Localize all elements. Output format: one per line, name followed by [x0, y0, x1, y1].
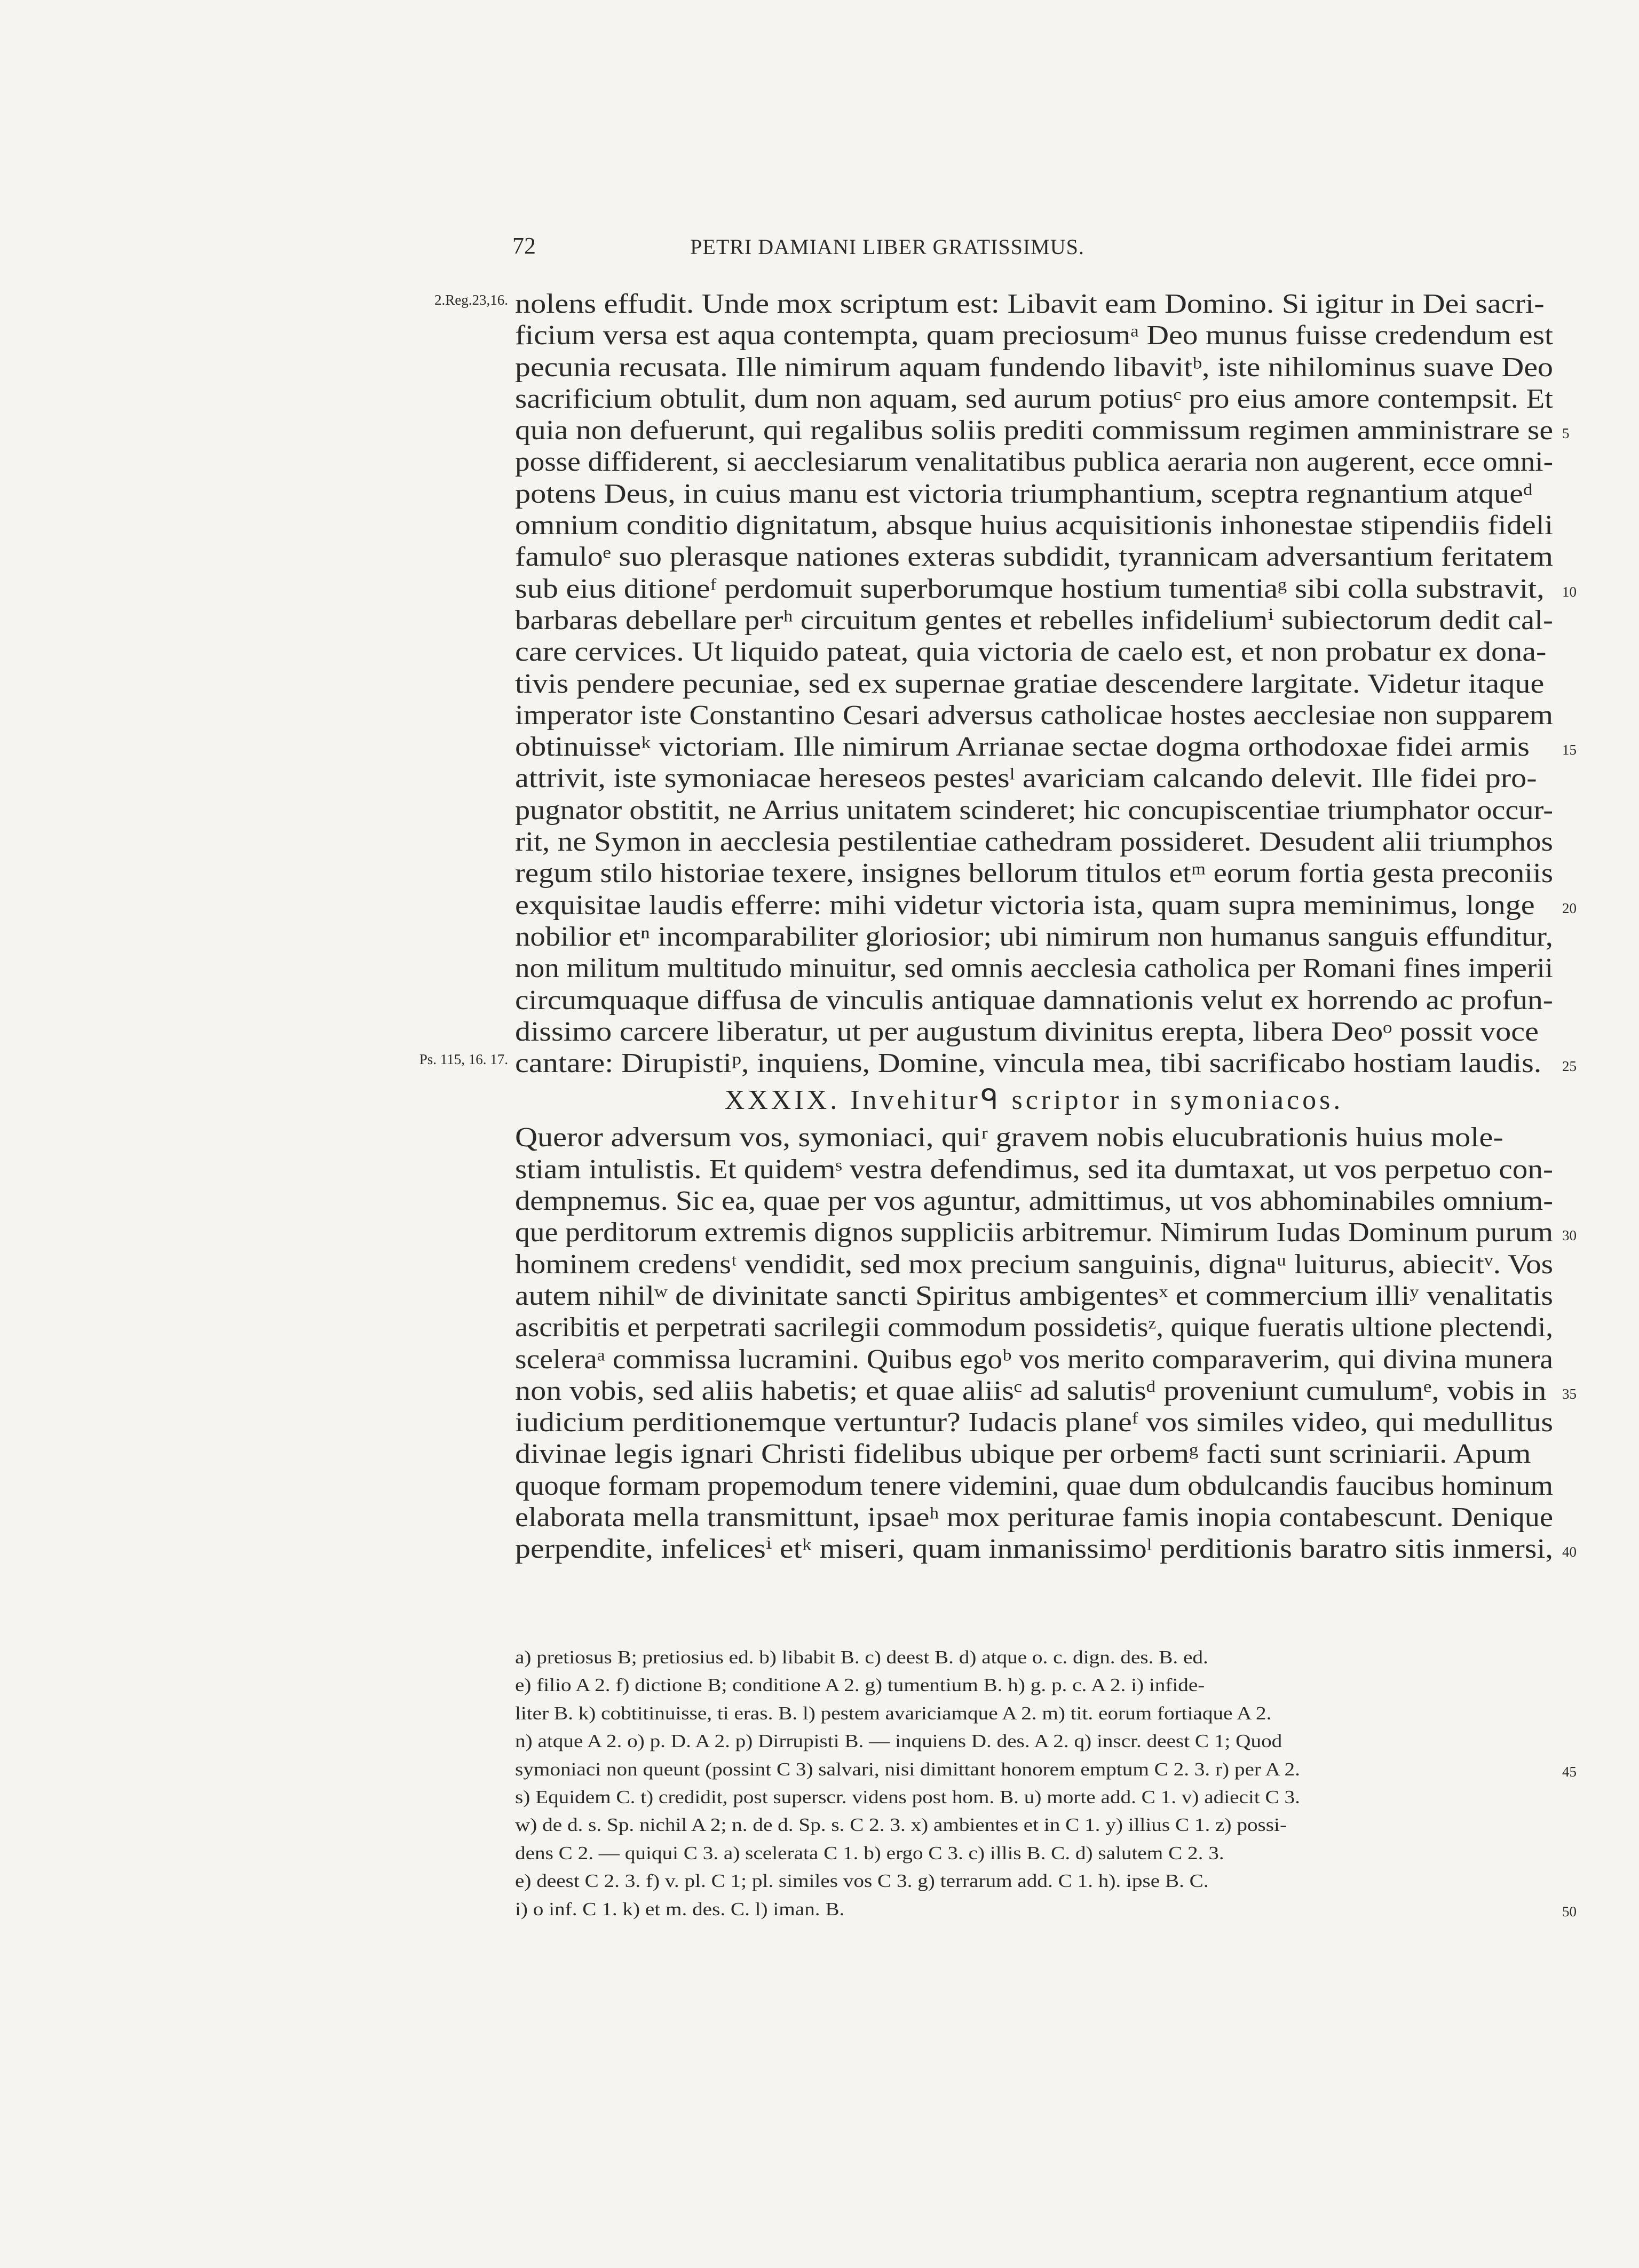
text-line [515, 1249, 1553, 1280]
footnote-line [515, 1700, 1553, 1727]
text-line [515, 446, 1553, 478]
line-text: barbaras debellare perʰ circuitum gentes et rebelles infideliumⁱ subiectorum dedit cal- [515, 605, 1553, 636]
text-line [515, 1280, 1553, 1312]
line-number: 50 [1562, 1903, 1577, 1920]
text-line [515, 1016, 1553, 1048]
footnote-line [515, 1783, 1553, 1811]
line-number: 25 [1562, 1058, 1577, 1075]
line-number: 30 [1562, 1227, 1577, 1244]
line-text: famuloᵉ suo plerasque nationes exteras subdidit, tyrannicam adversantium feritatem [515, 542, 1553, 573]
text-line [515, 320, 1553, 351]
line-text: posse diffiderent, si aecclesiarum venalitatibus publica aeraria non augerent, ecce omni- [515, 447, 1553, 478]
text-line [515, 383, 1553, 415]
text-line [515, 1312, 1553, 1343]
line-text: perpendite, infelicesⁱ etᵏ miseri, quam inmanissimoˡ perditionis baratro sitis inmersi, [515, 1534, 1553, 1565]
text-line [515, 921, 1553, 953]
text-line [515, 985, 1553, 1016]
text-line [515, 858, 1553, 889]
footnote-line [515, 1867, 1553, 1895]
line-text: ficium versa est aqua contempta, quam preciosumᵃ Deo munus fuisse credendum est [515, 320, 1553, 351]
line-text: symoniaci non queunt (possint C 3) salvari, nisi dimittant honorem emptum C 2. 3. r) per A 2. [515, 1758, 1300, 1780]
text-line [515, 1470, 1553, 1502]
text-line [515, 510, 1553, 541]
margin-reference: Ps. 115, 16. 17. [419, 1051, 508, 1068]
line-text: nolens effudit. Unde mox scriptum est: Libavit eam Domino. Si igitur in Dei sacri- [515, 289, 1545, 319]
section-heading: XXXIX. Invehiturᑫ scriptor in symoniacos. [724, 1085, 1344, 1116]
footnote-line [515, 1756, 1577, 1783]
line-text: nobilior etⁿ incomparabiliter gloriosior; ubi nimirum non humanus sanguis effunditur, [515, 921, 1553, 952]
main-text-part-2 [515, 1122, 1577, 1565]
line-text: que perditorum extremis dignos suppliciis arbitremur. Nimirum Iudas Dominum purum [515, 1217, 1553, 1248]
line-text: s) Equidem C. t) credidit, post superscr. videns post hom. B. u) morte add. C 1. v) adiecit C 3. [515, 1786, 1300, 1807]
text-line [515, 636, 1553, 668]
line-number: 20 [1562, 900, 1577, 916]
line-text: care cervices. Ut liquido pateat, quia victoria de caelo est, et non probatur ex dona- [515, 637, 1547, 668]
line-text: exquisitae laudis efferre: mihi videtur victoria ista, quam supra meminimus, longe [515, 890, 1535, 921]
footnote-line [515, 1896, 1577, 1923]
main-text-part-1 [419, 288, 1577, 1079]
main-text [419, 288, 1577, 1565]
text-line [515, 1344, 1553, 1375]
line-text: e) deest C 2. 3. f) v. pl. C 1; pl. similes vos C 3. g) terrarum add. C 1. h). ipse B. C. [515, 1870, 1209, 1892]
line-text: iudicium perditionemque vertuntur? Iudacis planeᶠ vos similes video, qui medullitus [515, 1407, 1553, 1438]
text-line [515, 953, 1553, 984]
line-text: potens Deus, in cuius manu est victoria triumphantium, sceptra regnantium atqueᵈ [515, 478, 1533, 509]
line-text: tivis pendere pecuniae, sed ex supernae gratiae descendere largitate. Videtur itaque [515, 668, 1545, 699]
text-line [515, 415, 1570, 446]
running-header [512, 232, 1262, 269]
line-number: 15 [1562, 742, 1577, 758]
text-line [515, 763, 1553, 794]
line-text: obtinuisseᵏ victoriam. Ille nimirum Arrianae sectae dogma orthodoxae fidei armis [515, 732, 1530, 763]
line-text: circumquaque diffusa de vinculis antiquae damnationis velut ex horrendo ac profun- [515, 985, 1553, 1016]
line-text: sacrificium obtulit, dum non aquam, sed aurum potiusᶜ pro eius amore contempsit. Et [515, 383, 1553, 414]
line-text: i) o inf. C 1. k) et m. des. C. l) iman. B. [515, 1898, 845, 1920]
line-text: dempnemus. Sic ea, quae per vos aguntur, admittimus, ut vos abhominabiles omnium- [515, 1186, 1553, 1217]
footnote-line [515, 1671, 1553, 1699]
line-text: attrivit, iste symoniacae hereseos pestesˡ avariciam calcando delevit. Ille fidei pro- [515, 763, 1537, 794]
text-line [419, 1048, 1577, 1079]
line-number: 10 [1562, 583, 1577, 600]
text-line [515, 1502, 1553, 1533]
page-number: 72 [512, 233, 536, 259]
text-line [515, 1438, 1553, 1470]
line-text: dens C 2. — quiqui C 3. a) scelerata C 1. b) ergo C 3. c) illis B. C. d) salutem C 2. 3. [515, 1842, 1224, 1863]
text-line [515, 1154, 1553, 1185]
line-text: omnium conditio dignitatum, absque huius acquisitionis inhonestae stipendiis fideli [515, 510, 1553, 541]
text-line [515, 541, 1553, 573]
line-text: rit, ne Symon in aecclesia pestilentiae cathedram possideret. Desudent alii triumphos [515, 827, 1553, 858]
text-line [515, 795, 1553, 826]
text-line [515, 478, 1553, 510]
line-text: e) filio A 2. f) dictione B; conditione A 2. g) tumentium B. h) g. p. c. A 2. i) infide- [515, 1675, 1205, 1696]
line-text: n) atque A 2. o) p. D. A 2. p) Dirrupisti B. — inquiens D. des. A 2. q) inscr. deest C 1; Quod [515, 1731, 1282, 1752]
text-line [515, 352, 1553, 383]
footnote-line [515, 1811, 1553, 1839]
line-text: hominem credensᵗ vendidit, sed mox precium sanguinis, dignaᵘ luiturus, abiecitᵛ. Vos [515, 1249, 1553, 1280]
text-line [515, 731, 1577, 763]
footnotes [515, 1644, 1577, 1923]
text-line [515, 826, 1553, 858]
footnote-line [515, 1727, 1553, 1755]
text-line [515, 573, 1577, 605]
margin-reference: 2.Reg.23,16. [434, 292, 508, 308]
text-line [515, 1185, 1553, 1217]
line-number: 45 [1562, 1763, 1577, 1780]
line-text: regum stilo historiae texere, insignes bellorum titulos etᵐ eorum fortia gesta preconiis [515, 858, 1553, 889]
line-text: sceleraᵃ commissa lucramini. Quibus egoᵇ vos merito comparaverim, qui divina munera [515, 1344, 1553, 1375]
line-text: stiam intulistis. Et quidemˢ vestra defendimus, sed ita dumtaxat, ut vos perpetuo con- [515, 1154, 1553, 1185]
text-line [515, 890, 1577, 921]
line-text: non militum multitudo minuitur, sed omnis aecclesia catholica per Romani fines imperii [515, 953, 1553, 984]
text-line [515, 1122, 1553, 1153]
text-line [515, 668, 1553, 700]
line-text: elaborata mella transmittunt, ipsaeʰ mox periturae famis inopia contabescunt. Denique [515, 1502, 1553, 1533]
text-line [515, 1533, 1577, 1565]
footnote-line [515, 1644, 1553, 1671]
footnote-line [515, 1839, 1553, 1867]
line-text: pecunia recusata. Ille nimirum aquam fundendo libavitᵇ, iste nihilominus suave Deo [515, 352, 1553, 383]
line-text: liter B. k) cobtitinuisse, ti eras. B. l) pestem avariciamque A 2. m) tit. eorum fortiaque A 2. [515, 1702, 1272, 1724]
line-text: cantare: Dirupistiᵖ, inquiens, Domine, vincula mea, tibi sacrificabo hostiam laudis. [515, 1048, 1542, 1079]
line-text: non vobis, sed aliis habetis; et quae aliisᶜ ad salutisᵈ proveniunt cumulumᵉ, vobis in [515, 1375, 1547, 1406]
line-text: pugnator obstitit, ne Arrius unitatem scinderet; hic concupiscentiae triumphator occur- [515, 795, 1553, 826]
text-line [515, 1217, 1577, 1248]
line-text: sub eius ditioneᶠ perdomuit superborumque hostium tumentiaᵍ sibi colla substravit, [515, 573, 1545, 604]
text-line [515, 605, 1553, 636]
text-line [515, 700, 1553, 731]
line-number: 35 [1562, 1385, 1577, 1402]
text-line [515, 1375, 1577, 1407]
text-line [515, 1407, 1553, 1438]
text-line [434, 288, 1553, 320]
line-number: 5 [1562, 425, 1570, 442]
line-text: ascribitis et perpetrati sacrilegii commodum possidetisᶻ, quique fueratis ultione plectendi, [515, 1312, 1553, 1343]
line-text: quia non defuerunt, qui regalibus soliis prediti commissum regimen amministrare se [515, 415, 1553, 446]
running-title: PETRI DAMIANI LIBER GRATISSIMUS. [690, 235, 1084, 259]
line-text: w) de d. s. Sp. nichil A 2; n. de d. Sp. s. C 2. 3. x) ambientes et in C 1. y) illius C 1. z) possi- [515, 1814, 1287, 1836]
line-text: divinae legis ignari Christi fidelibus ubique per orbemᵍ facti sunt scriniarii. Apum [515, 1439, 1531, 1470]
line-text: quoque formam propemodum tenere videmini, quae dum obdulcandis faucibus hominum [515, 1470, 1553, 1501]
line-number: 40 [1562, 1544, 1577, 1560]
line-text: Queror adversum vos, symoniaci, quiʳ gravem nobis elucubrationis huius mole- [515, 1122, 1503, 1153]
line-text: autem nihilʷ de divinitate sancti Spiritus ambigentesˣ et commercium illiʸ venalitatis [515, 1280, 1553, 1311]
line-text: imperator iste Constantino Cesari adversus catholicae hostes aecclesiae non supparem [515, 700, 1553, 731]
line-text: a) pretiosus B; pretiosius ed. b) libabit B. c) deest B. d) atque o. c. dign. des. B. ed. [515, 1647, 1208, 1668]
line-text: dissimo carcere liberatur, ut per augustum divinitus erepta, libera Deoᵒ possit voce [515, 1016, 1539, 1047]
